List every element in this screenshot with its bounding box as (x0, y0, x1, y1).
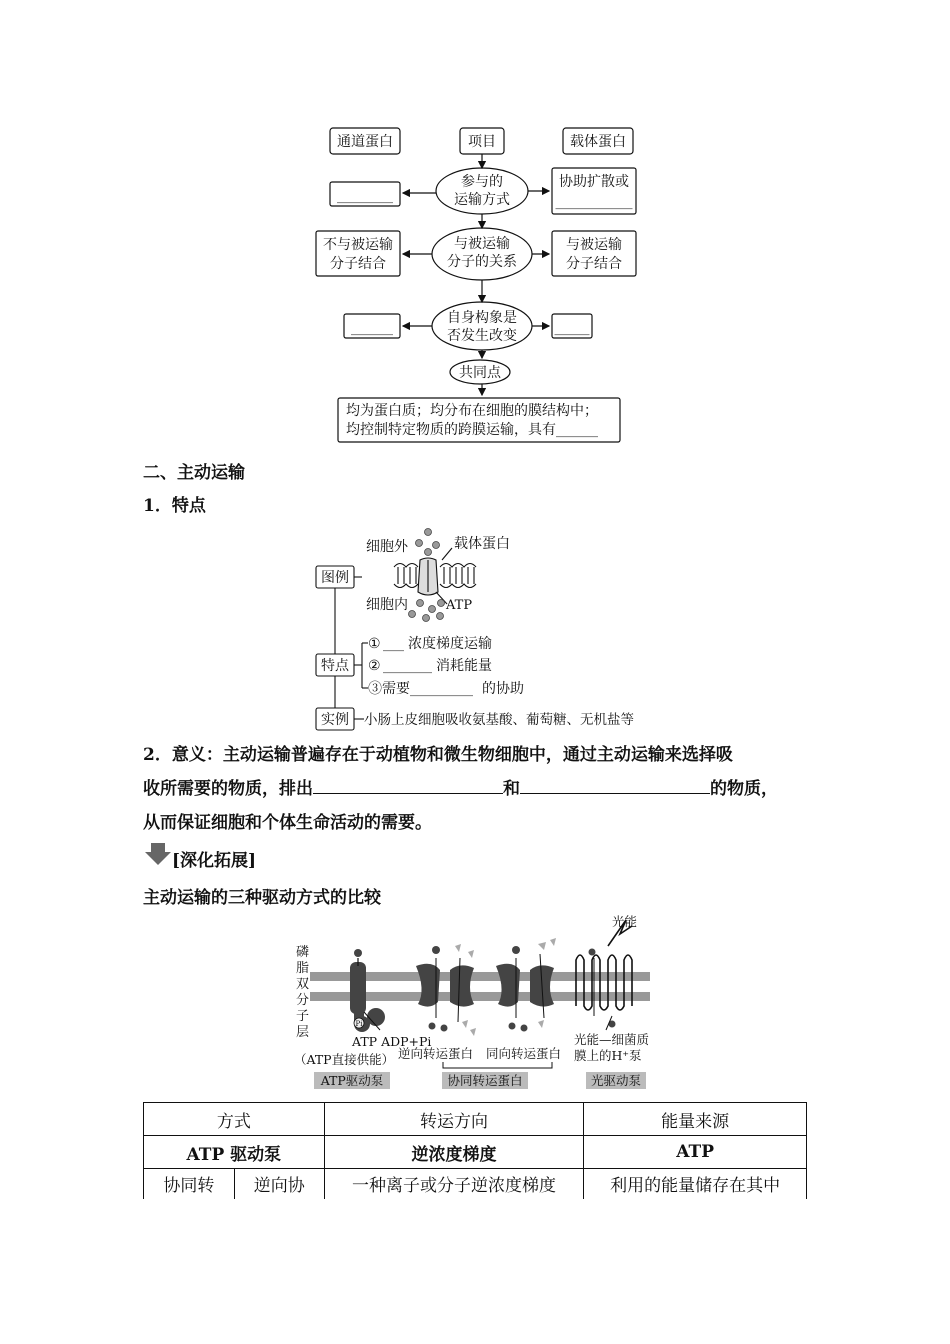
antiporter-label: 逆向转运蛋白 (398, 1046, 474, 1061)
symporter-icon (496, 938, 556, 1032)
section-title: 二、主动运输 (143, 463, 245, 483)
meaning-line3: 从而保证细胞和个体生命活动的需要。 (143, 813, 432, 833)
flow-common-line1: 均为蛋白质；均分布在细胞的膜结构中； (346, 403, 598, 419)
table-cell: 协同转 (144, 1169, 235, 1200)
flow-left-header: 通道蛋白 (337, 134, 393, 150)
phospholipid-label (296, 944, 309, 1040)
feature3-blank: _________ (410, 681, 473, 697)
light-energy-label: 光能 (612, 914, 638, 929)
down-arrow-icon (145, 843, 171, 869)
feature3-prefix: ③需要 (368, 681, 410, 697)
atp-pump-tag: ATP驱动泵 (320, 1073, 384, 1088)
table-row (144, 1136, 807, 1169)
flow-common-line2: 均控制特定物质的跨膜运输，具有______ (346, 422, 598, 438)
atp-adp-label: ATP ADP+Pi (352, 1034, 432, 1049)
feature2-prefix: ② (368, 658, 381, 674)
table-cell: 逆浓度梯度 (324, 1136, 584, 1169)
table-cell: 一种离子或分子逆浓度梯度 (324, 1169, 584, 1200)
flow-row3-left-blank: ______ (351, 320, 393, 336)
flow-row1-center-line1: 参与的 (461, 174, 503, 190)
phospholipid-char: 脂 (296, 961, 310, 976)
comparison-table (143, 1102, 807, 1199)
meaning-line2 (143, 772, 833, 806)
flow-row3-right-blank: _____ (554, 320, 590, 336)
flow-row1-left-blank: ________ (337, 188, 393, 204)
flow-row2-right-line1: 与被运输 (566, 237, 622, 253)
table-row (144, 1169, 807, 1200)
feature-box-label: 特点 (321, 658, 349, 674)
phospholipid-char: 层 (296, 1025, 310, 1040)
feature1-blank: ___ (383, 636, 404, 652)
example-text: 小肠上皮细胞吸收氨基酸、葡萄糖、无机盐等 (364, 712, 634, 728)
meaning-line2-b: 和 (503, 779, 520, 799)
phospholipid-char: 分 (296, 993, 310, 1008)
feature2-blank: _______ (383, 658, 432, 674)
inside-label: 细胞内 (366, 597, 408, 613)
blank-1 (313, 773, 503, 794)
flow-row3-center-line2: 否发生改变 (447, 328, 517, 344)
table-header-cell: 方式 (144, 1103, 325, 1136)
atp-label: ATP (446, 598, 473, 613)
atp-pump-icon (350, 949, 385, 1032)
carrier-label: 载体蛋白 (454, 536, 510, 552)
flow-row2-left-line1: 不与被运输 (323, 237, 393, 253)
table-cell: ATP 驱动泵 (144, 1136, 325, 1169)
table-cell: 利用的能量储存在其中 (584, 1169, 807, 1200)
phospholipid-char: 子 (296, 1009, 310, 1024)
table-header-row (144, 1103, 807, 1136)
flow-common-label: 共同点 (459, 365, 501, 381)
pi-label: Pi (355, 1020, 363, 1028)
flow-center-header: 项目 (468, 134, 496, 150)
atp-direct-label: （ATP直接供能） (294, 1052, 395, 1067)
item1-title: 1．特点 (143, 496, 206, 516)
example-box-label: 实例 (321, 712, 349, 728)
deepen-title: 主动运输的三种驱动方式的比较 (143, 888, 381, 908)
bacterial-label-line2: 膜上的H⁺泵 (574, 1048, 642, 1063)
flow-row1-right-blank: ___________ (555, 194, 633, 210)
table-header-cell: 转运方向 (324, 1103, 584, 1136)
feature1-prefix: ① (368, 636, 381, 652)
outside-label: 细胞外 (366, 539, 408, 555)
flow-row1-right-line1: 协助扩散或 (559, 174, 629, 190)
phospholipid-char: 磷 (296, 945, 310, 960)
feature2-text: 消耗能量 (436, 658, 492, 674)
meaning-line2-a: 收所需要的物质，排出 (143, 779, 313, 799)
flow-row2-left-line2: 分子结合 (330, 256, 386, 272)
feature3-text: 的协助 (482, 681, 524, 697)
flow-row3-center-line1: 自身构象是 (447, 310, 517, 326)
symporter-label: 同向转运蛋白 (486, 1046, 562, 1061)
table-cell: ATP (584, 1136, 807, 1169)
active-transport-feature-diagram (300, 522, 650, 734)
cotransport-tag: 协同转运蛋白 (447, 1073, 523, 1088)
meaning-line2-c: 的物质， (710, 779, 778, 799)
flow-row2-center-line1: 与被运输 (454, 236, 510, 252)
flow-row2-center-line2: 分子的关系 (447, 254, 517, 270)
deepen-label: [深化拓展] (172, 851, 257, 871)
legend-box-label: 图例 (321, 570, 349, 586)
table-cell: 逆向协 (234, 1169, 324, 1200)
feature1-text: 浓度梯度运输 (408, 636, 492, 652)
table-header-cell: 能量来源 (584, 1103, 807, 1136)
drive-modes-diagram (288, 910, 668, 1092)
blank-2 (520, 773, 710, 794)
flow-row2-right-line2: 分子结合 (566, 256, 622, 272)
meaning-line1: 2．意义：主动运输普遍存在于动植物和微生物细胞中，通过主动运输来选择吸 (143, 745, 733, 765)
flow-right-header: 载体蛋白 (570, 134, 626, 150)
light-pump-tag: 光驱动泵 (590, 1073, 642, 1088)
phospholipid-char: 双 (296, 977, 310, 992)
bacterial-label-line1: 光能—细菌质 (574, 1032, 650, 1047)
comparison-flowchart (300, 118, 650, 450)
flow-row1-center-line2: 运输方式 (454, 192, 510, 208)
antiporter-icon (416, 944, 476, 1036)
